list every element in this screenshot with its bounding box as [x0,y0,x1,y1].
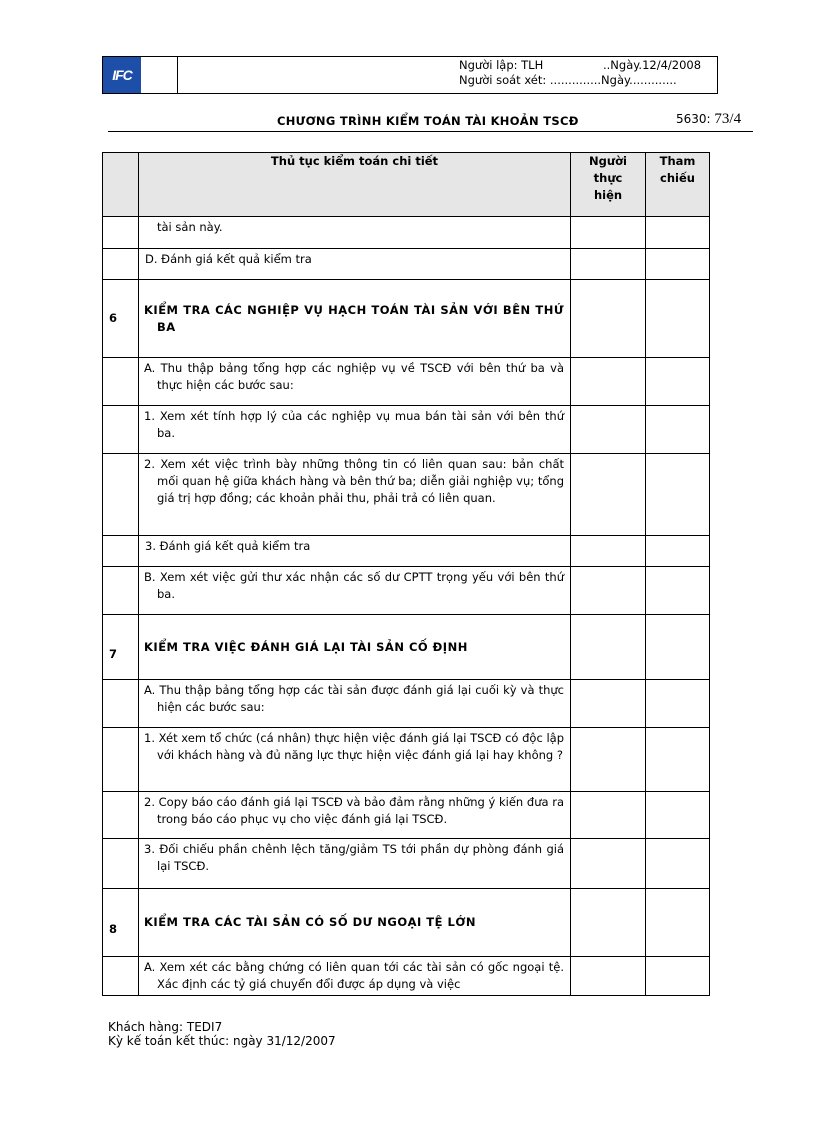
table-row [103,217,710,249]
section-number: 7 [103,615,139,680]
row-number [103,839,139,889]
performer-cell [571,280,646,358]
reference-cell [646,249,710,280]
row-text: 2. Xem xét việc trình bày những thông tin có liên quan sau: bản chất mối quan hệ giữa khách hàng và bên thứ ba; diễn giải nghiệp vụ; tổng giá trị hợp đồng; các khoản phải thu, phải trả có liên quan. [139,454,571,536]
section-row [103,280,710,358]
preparer: Người lập: TLH [459,58,544,72]
reference-cell [646,792,710,839]
reference-cell [646,406,710,454]
row-text: 3. Đánh giá kết quả kiểm tra [139,536,571,567]
table-header-row [103,153,710,217]
section-title: KIỂM TRA CÁC TÀI SẢN CÓ SỐ DƯ NGOẠI TỆ LỚN [139,889,571,957]
section-number: 8 [103,889,139,957]
table-row [103,567,710,615]
reference-cell [646,280,710,358]
header-box [102,56,718,94]
row-number [103,217,139,249]
footer-period: Kỳ kế toán kết thúc: ngày 31/12/2007 [108,1034,336,1048]
title-rule [108,131,753,132]
row-text: B. Xem xét việc gửi thư xác nhận các số dư CPTT trọng yếu với bên thứ ba. [139,567,571,615]
reviewer: Người soát xét: ..............Ngày............. [459,73,677,87]
row-number [103,454,139,536]
page-title: CHƯƠNG TRÌNH KIỂM TOÁN TÀI KHOẢN TSCĐ [277,114,579,128]
row-number [103,406,139,454]
reference-cell [646,839,710,889]
table-row [103,792,710,839]
row-number [103,358,139,406]
row-number [103,680,139,728]
audit-procedure-table [102,152,710,996]
table-row [103,358,710,406]
reference-cell [646,957,710,996]
reference-cell [646,615,710,680]
row-text: A. Thu thập bảng tổng hợp các tài sản được đánh giá lại cuối kỳ và thực hiện các bước sau: [139,680,571,728]
table-row [103,957,710,996]
table-row [103,680,710,728]
row-text: 3. Đối chiếu phần chênh lệch tăng/giảm TS tới phần dự phòng đánh giá lại TSCĐ. [139,839,571,889]
reference-cell [646,536,710,567]
page-number: 73/4 [714,111,742,127]
section-row [103,889,710,957]
table-row [103,536,710,567]
performer-cell [571,249,646,280]
performer-cell [571,615,646,680]
reference-cell [646,728,710,792]
row-text: 2. Copy báo cáo đánh giá lại TSCĐ và bảo đảm rằng những ý kiến đưa ra trong báo cáo phục vụ cho việc đánh giá lại TSCĐ. [139,792,571,839]
row-text: A. Thu thập bảng tổng hợp các nghiệp vụ về TSCĐ với bên thứ ba và thực hiện các bước sau: [139,358,571,406]
performer-cell [571,839,646,889]
section-title: KIỂM TRA CÁC NGHIỆP VỤ HẠCH TOÁN TÀI SẢN VỚI BÊN THỨ BA [139,280,571,358]
table-row [103,406,710,454]
performer-cell [571,454,646,536]
preparer-date: ..Ngày.12/4/2008 [603,58,702,72]
footer-client: Khách hàng: TEDI7 [108,1020,223,1034]
reference-cell [646,358,710,406]
row-text: 1. Xét xem tổ chức (cá nhân) thực hiện việc đánh giá lại TSCĐ có độc lập với khách hàng và đủ năng lực thực hiện việc đánh giá lại hay không ? [139,728,571,792]
performer-cell [571,889,646,957]
row-number [103,957,139,996]
program-code: 5630: [676,112,711,126]
performer-cell [571,536,646,567]
row-text: D. Đánh giá kết quả kiểm tra [139,249,571,280]
performer-cell [571,792,646,839]
performer-cell [571,680,646,728]
performer-cell [571,406,646,454]
company-logo: IFC [103,57,141,93]
performer-cell [571,217,646,249]
section-number: 6 [103,280,139,358]
row-number [103,567,139,615]
performer-cell [571,358,646,406]
reference-cell [646,889,710,957]
reference-cell [646,454,710,536]
page-code [676,111,741,128]
table-row [103,839,710,889]
row-number [103,728,139,792]
header-reference: Tham chiếu [646,153,710,217]
performer-cell [571,567,646,615]
performer-cell [571,957,646,996]
header-procedure: Thủ tục kiểm toán chi tiết [139,153,571,217]
reference-cell [646,567,710,615]
row-number [103,536,139,567]
performer-cell [571,728,646,792]
reference-cell [646,217,710,249]
row-text: A. Xem xét các bằng chứng có liên quan tới các tài sản có gốc ngoại tệ. Xác định các tỷ giá chuyển đổi được áp dụng và việc [139,957,571,996]
table-row [103,249,710,280]
section-title: KIỂM TRA VIỆC ĐÁNH GIÁ LẠI TÀI SẢN CỐ ĐỊNH [139,615,571,680]
section-row [103,615,710,680]
footer [108,1020,336,1048]
table-row [103,454,710,536]
header-num-cell [103,153,139,217]
table-row [103,728,710,792]
row-number [103,249,139,280]
row-number [103,792,139,839]
header-performer: Người thực hiện [571,153,646,217]
reference-cell [646,680,710,728]
row-text: tài sản này. [139,217,571,249]
header-divider [177,57,178,93]
row-text: 1. Xem xét tính hợp lý của các nghiệp vụ mua bán tài sản với bên thứ ba. [139,406,571,454]
